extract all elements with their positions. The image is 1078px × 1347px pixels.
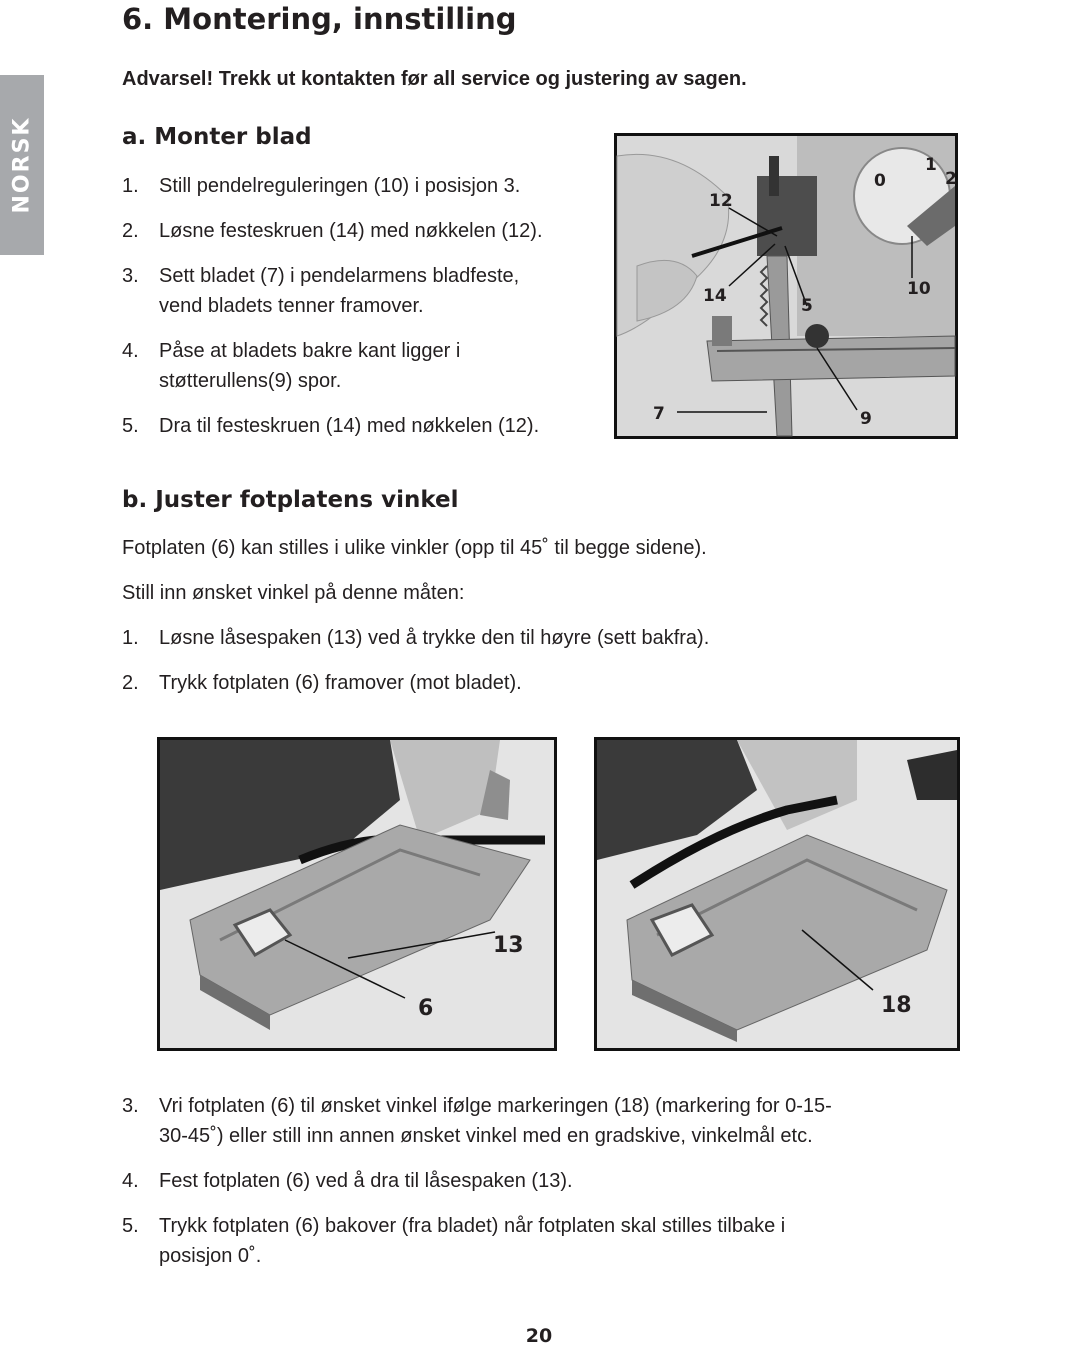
base-plate-marking-photo [594, 737, 960, 1051]
step-text: Fest fotplaten (6) ved å dra til låsespaken (13). [159, 1170, 573, 1192]
step-text: vend bladets tenner framover. [159, 295, 424, 317]
section-b-intro-2: Still inn ønsket vinkel på denne måten: [122, 582, 465, 604]
dial-mark-0: 0 [874, 171, 886, 191]
callout-18: 18 [881, 993, 912, 1018]
step-number: 3. [122, 1095, 139, 1117]
step-number: 5. [122, 415, 139, 437]
step-text: posisjon 0˚. [159, 1245, 262, 1267]
step-text: 30-45˚) eller still inn annen ønsket vinkel med en gradskive, vinkelmål etc. [159, 1125, 813, 1147]
warning-text: Advarsel! Trekk ut kontakten før all service og justering av sagen. [122, 68, 747, 90]
step-number: 2. [122, 672, 139, 694]
dial-mark-2: 2 [945, 169, 957, 189]
callout-7: 7 [653, 404, 665, 424]
page-number: 20 [525, 1325, 553, 1347]
section-b-heading: b. Juster fotplatens vinkel [122, 487, 459, 513]
step-text: støtterullens(9) spor. [159, 370, 342, 392]
callout-9: 9 [860, 409, 872, 429]
base-plate-lever-illustration [160, 740, 554, 1048]
step-text: Trykk fotplaten (6) framover (mot bladet). [159, 672, 522, 694]
step-number: 1. [122, 627, 139, 649]
callout-6: 6 [418, 996, 434, 1021]
section-title: 6. Montering, innstilling [122, 2, 517, 36]
callout-13: 13 [493, 933, 524, 958]
step-text: Still pendelreguleringen (10) i posisjon 3. [159, 175, 521, 197]
blade-mounting-photo [614, 133, 958, 439]
callout-10: 10 [907, 279, 931, 299]
language-tab [0, 75, 44, 255]
step-number: 3. [122, 265, 139, 287]
section-b-intro: Fotplaten (6) kan stilles i ulike vinkler (opp til 45˚ til begge sidene). [122, 537, 707, 559]
dial-mark-1: 1 [925, 155, 937, 175]
step-number: 4. [122, 340, 139, 362]
base-plate-lever-photo [157, 737, 557, 1051]
callout-14: 14 [703, 286, 727, 306]
section-a-heading: a. Monter blad [122, 124, 312, 150]
step-number: 2. [122, 220, 139, 242]
blade-mounting-illustration [617, 136, 955, 436]
language-tab-label: NORSK [9, 116, 35, 214]
base-plate-marking-illustration [597, 740, 957, 1048]
step-text: Sett bladet (7) i pendelarmens bladfeste, [159, 265, 520, 287]
step-number: 4. [122, 1170, 139, 1192]
step-text: Dra til festeskruen (14) med nøkkelen (12). [159, 415, 540, 437]
callout-5: 5 [801, 296, 813, 316]
step-text: Vri fotplaten (6) til ønsket vinkel ifølge markeringen (18) (markering for 0-15- [159, 1095, 832, 1117]
step-text: Trykk fotplaten (6) bakover (fra bladet) når fotplaten skal stilles tilbake i [159, 1215, 786, 1237]
step-text: Løsne låsespaken (13) ved å trykke den til høyre (sett bakfra). [159, 627, 710, 649]
step-number: 1. [122, 175, 139, 197]
callout-12: 12 [709, 191, 733, 211]
step-text: Påse at bladets bakre kant ligger i [159, 340, 461, 362]
step-number: 5. [122, 1215, 139, 1237]
step-text: Løsne festeskruen (14) med nøkkelen (12). [159, 220, 543, 242]
